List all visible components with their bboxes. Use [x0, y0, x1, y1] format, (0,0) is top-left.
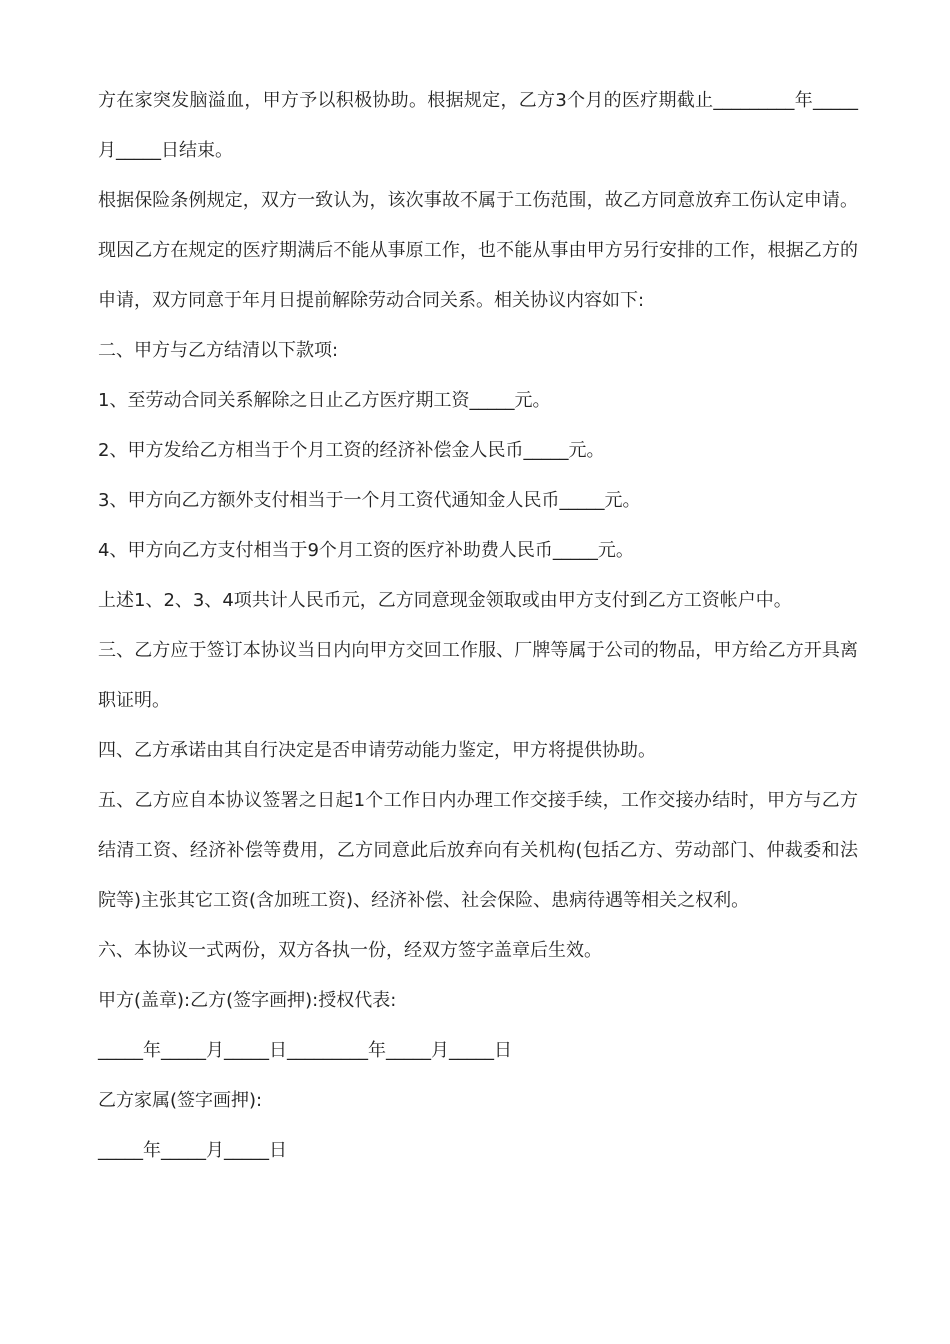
signature-dates: _____年_____月_____日_________年_____月_____日: [98, 1040, 512, 1061]
settlement-item-1: 1、至劳动合同关系解除之日止乙方医疗期工资_____元。: [98, 390, 551, 411]
clause-four: 四、乙方承诺由其自行决定是否申请劳动能力鉴定，甲方将提供协助。: [98, 740, 656, 761]
clause-three: 三、乙方应于签订本协议当日内向甲方交回工作服、厂牌等属于公司的物品，甲方给乙方开具离职证明。: [98, 640, 858, 711]
settlement-total: 上述1、2、3、4项共计人民币元，乙方同意现金领取或由甲方支付到乙方工资帐户中。: [98, 590, 792, 611]
signature-family-date: _____年_____月_____日: [98, 1140, 287, 1161]
settlement-item-2: 2、甲方发给乙方相当于个月工资的经济补偿金人民币_____元。: [98, 440, 605, 461]
section-heading-settlement: 二、甲方与乙方结清以下款项:: [98, 340, 339, 361]
document-body: [98, 76, 858, 1176]
clause-five: 五、乙方应自本协议签署之日起1个工作日内办理工作交接手续，工作交接办结时，甲方与乙方结清工资、经济补偿等费用，乙方同意此后放弃向有关机构(包括乙方、劳动部门、仲裁委和法院等)主张其它工资(含加班工资)、经济补偿、社会保险、患病待遇等相关之权利。: [98, 790, 858, 911]
paragraph-termination-agreement: 根据保险条例规定，双方一致认为，该次事故不属于工伤范围，故乙方同意放弃工伤认定申请。现因乙方在规定的医疗期满后不能从事原工作，也不能从事由甲方另行安排的工作，根据乙方的申请，双方同意于年月日提前解除劳动合同关系。相关协议内容如下:: [98, 190, 858, 311]
signature-parties: 甲方(盖章):乙方(签字画押):授权代表:: [98, 990, 397, 1011]
clause-six: 六、本协议一式两份，双方各执一份，经双方签字盖章后生效。: [98, 940, 602, 961]
paragraph-medical-period: 方在家突发脑溢血，甲方予以积极协助。根据规定，乙方3个月的医疗期截止_________年_____月_____日结束。: [98, 90, 858, 161]
settlement-item-3: 3、甲方向乙方额外支付相当于一个月工资代通知金人民币_____元。: [98, 490, 641, 511]
signature-family: 乙方家属(签字画押):: [98, 1090, 263, 1111]
settlement-item-4: 4、甲方向乙方支付相当于9个月工资的医疗补助费人民币_____元。: [98, 540, 634, 561]
